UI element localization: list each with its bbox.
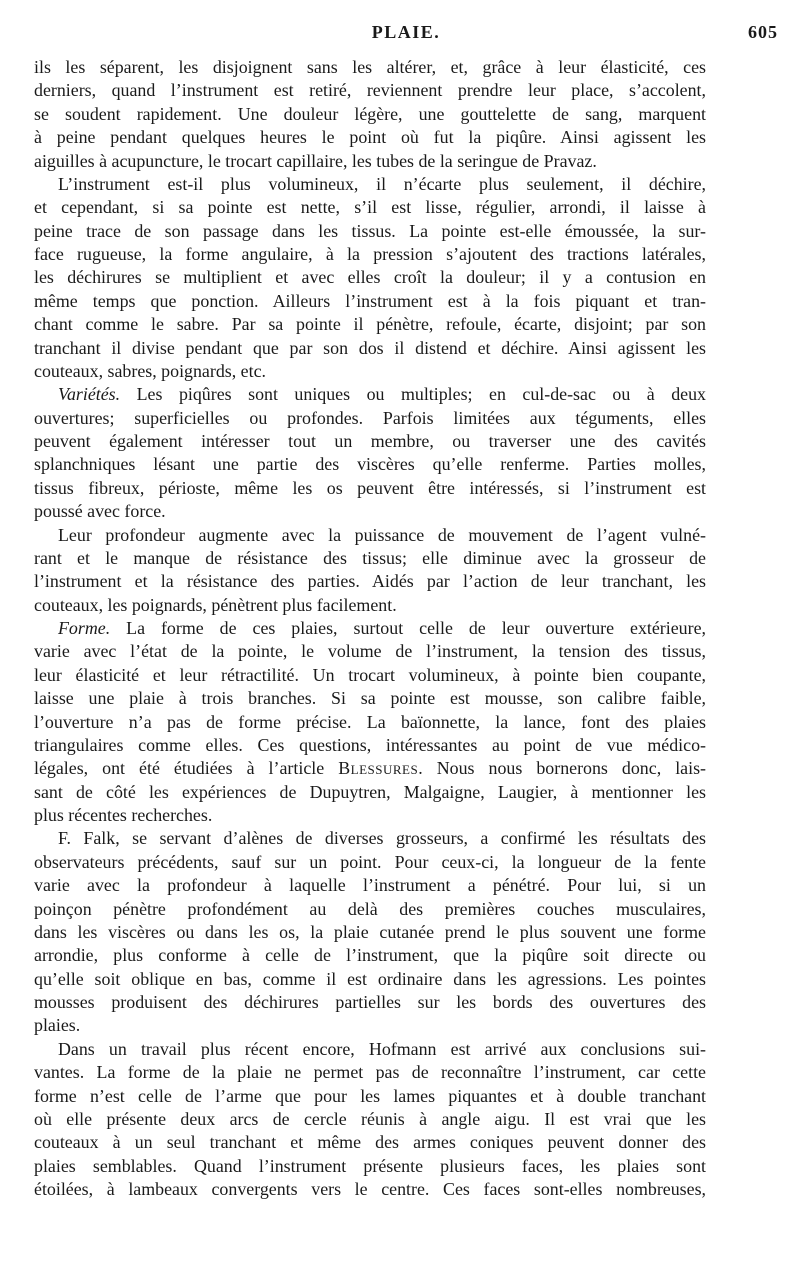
section-label-forme: Forme.	[58, 618, 111, 638]
text-line: Leur profondeur augmente avec la puissance de mouvement de l’agent vulné-	[58, 524, 706, 545]
text-line: même temps que ponction. Ailleurs l’instrument est à la fois piquant et tran-	[34, 290, 706, 311]
text-line: peine trace de son passage dans les tissus. La pointe est-elle émoussée, la sur-	[34, 220, 706, 241]
text-line: poussé avec force.	[34, 501, 166, 522]
text-line: dans les viscères ou dans les os, la plaie cutanée prend le plus souvent une forme	[34, 921, 706, 942]
text-line: étoilées, à lambeaux convergents vers le centre. Ces faces sont-elles nombreuses,	[34, 1179, 706, 1199]
text-line: poinçon pénètre profondément au delà des premières couches musculaires,	[34, 898, 706, 919]
text-line: couteaux, sabres, poignards, etc.	[34, 360, 267, 381]
text-line: arrondie, plus conforme à celle de l’instrument, que la piqûre soit directe ou	[34, 945, 706, 966]
text-line: et cependant, si sa pointe est nette, s’il est lisse, régulier, arrondi, il laisse à	[34, 197, 706, 218]
text-line: varie avec l’état de la pointe, le volume de l’instrument, la tension des tissus,	[34, 641, 706, 662]
text-line: l’instrument et la résistance des parties. Aidés par l’action de leur tranchant, les	[34, 571, 706, 592]
text-line: tranchant il divise pendant que par son dos il distend et déchire. Ainsi agissent les	[34, 337, 706, 358]
text-line: mousses produisent des déchirures partielles sur les bords des ouvertures des	[34, 992, 706, 1012]
paragraph	[34, 524, 706, 618]
text-line: chant comme le sabre. Par sa pointe il pénètre, refoule, écarte, disjoint; par son	[34, 314, 706, 335]
text-line: splanchniques lésant une partie des viscères qu’elle renferme. Parties molles,	[34, 454, 706, 475]
text-line: aiguilles à acupuncture, le trocart capillaire, les tubes de la seringue de Pravaz.	[34, 150, 597, 171]
cross-reference: Blessures	[338, 758, 419, 779]
text-line: varie avec la profondeur à laquelle l’instrument a pénétré. Pour lui, si un	[34, 875, 706, 896]
text-line: observateurs précédents, sauf sur un point. Pour ceux-ci, la longueur de la fente	[34, 851, 706, 872]
text-line: tissus fibreux, périoste, même les os peuvent être intéressés, si l’instrument est	[34, 477, 706, 498]
text-line: ouvertures; superficielles ou profondes. Parfois limitées aux téguments, elles	[34, 407, 706, 428]
text-line: plaies.	[34, 1015, 81, 1036]
text-line: laisse une plaie à trois branches. Si sa pointe est mousse, son calibre faible,	[34, 688, 706, 709]
text-line: sant de côté les expériences de Dupuytren, Malgaigne, Laugier, à mentionner les	[34, 781, 706, 802]
text-line: se soudent rapidement. Une douleur légère, une gouttelette de sang, marquent	[34, 103, 706, 124]
text-line: plus récentes recherches.	[34, 805, 213, 825]
text-line: L’instrument est-il plus volumineux, il n’écarte plus seulement, il déchire,	[58, 173, 706, 194]
paragraph-varietes	[34, 383, 706, 523]
text-line: les déchirures se multiplient et avec elles croît la douleur; il y a contusion en	[34, 267, 706, 288]
text-line: plaies semblables. Quand l’instrument présente plusieurs faces, les plaies sont	[34, 1155, 706, 1176]
section-label-varietes: Variétés.	[58, 384, 121, 405]
running-header	[34, 8, 778, 42]
text-line: derniers, quand l’instrument est retiré, reviennent prendre leur place, s’accolent,	[34, 80, 706, 101]
paragraph-forme	[34, 617, 706, 827]
text-line: légales, ont été étudiées à l’article Blessures. Nous nous bornerons donc, lais-	[34, 758, 706, 779]
text-line: ils les séparent, les disjoignent sans les altérer, et, grâce à leur élasticité, ces	[34, 57, 706, 77]
text-line: Variétés. Les piqûres sont uniques ou multiples; en cul-de-sac ou à deux	[58, 384, 706, 405]
text-line: F. Falk, se servant d’alènes de diverses grosseurs, a confirmé les résultats des	[58, 828, 706, 849]
text-line: leur élasticité et leur rétractilité. Un trocart volumineux, à pointe bien coupante,	[34, 664, 706, 685]
paragraph	[34, 173, 706, 383]
text-line: couteaux à un seul tranchant et même des armes coniques peuvent donner des	[34, 1132, 706, 1153]
text-line: couteaux, les poignards, pénètrent plus facilement.	[34, 594, 397, 615]
body-text	[34, 56, 706, 1201]
text-line: vantes. La forme de la plaie ne permet pas de reconnaître l’instrument, car cette	[34, 1062, 706, 1083]
text-line: rant et le manque de résistance des tissus; elle diminue avec la grosseur de	[34, 547, 706, 568]
text-line: triangulaires comme elles. Ces questions, intéressantes au point de vue médico-	[34, 734, 706, 755]
text-line: Forme. La forme de ces plaies, surtout celle de leur ouverture extérieure,	[58, 618, 706, 638]
paragraph	[34, 1038, 706, 1202]
text-line: où elle présente deux arcs de cercle réunis à angle aigu. Il est vrai que les	[34, 1108, 706, 1129]
paragraph	[34, 827, 706, 1037]
text-line: forme n’est celle de l’arme que pour les lames piquantes et à double tranchant	[34, 1085, 706, 1106]
text-line: face rugueuse, la forme angulaire, à la pression s’ajoutent des tractions latérales,	[34, 244, 706, 264]
page-number: 605	[748, 22, 778, 42]
text-line: peuvent également intéresser tout un membre, ou traverser une des cavités	[34, 431, 706, 451]
paragraph	[34, 56, 706, 173]
text-line: l’ouverture n’a pas de forme précise. La baïonnette, la lance, font des plaies	[34, 711, 706, 732]
text-line: à peine pendant quelques heures le point où fut la piqûre. Ainsi agissent les	[34, 127, 706, 148]
running-title: PLAIE.	[371, 22, 441, 42]
text-line: qu’elle soit oblique en bas, comme il est ordinaire dans les agressions. Les pointes	[34, 968, 706, 989]
text-line: Dans un travail plus récent encore, Hofmann est arrivé aux conclusions sui-	[58, 1038, 706, 1059]
